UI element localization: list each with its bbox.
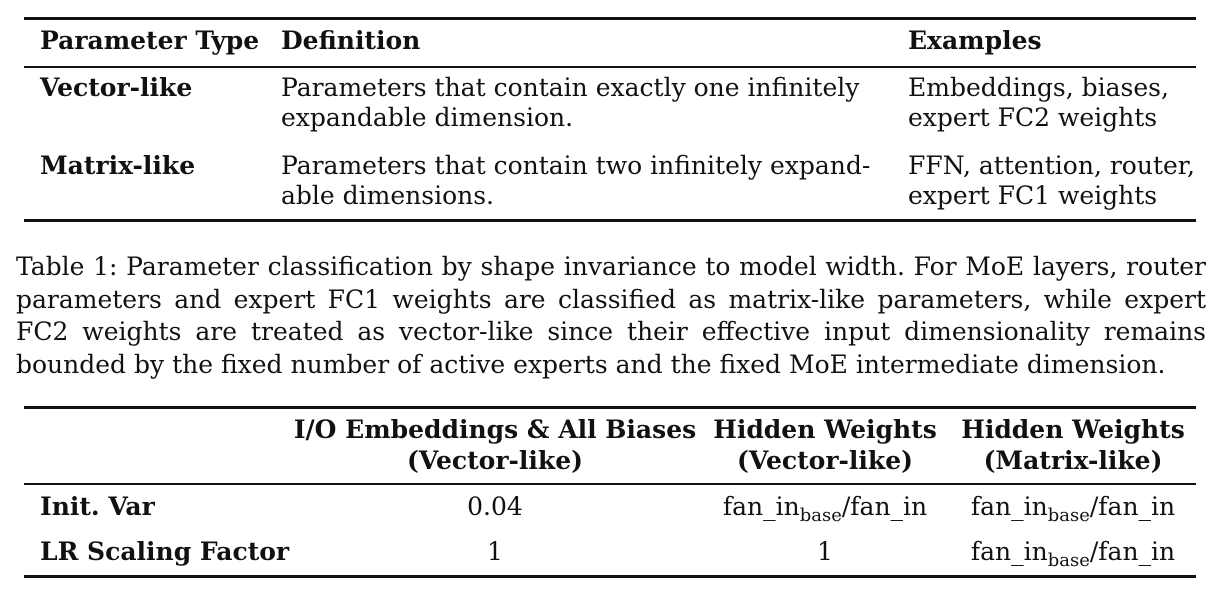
table1-row-definition: Parameters that contain two infinitely expand-	[281, 151, 871, 180]
table2-row-label: Init. Var	[40, 492, 155, 521]
table2-row-label: LR Scaling Factor	[40, 537, 290, 566]
table1-row-examples: expert FC1 weights	[908, 181, 1158, 210]
table2-header-rule	[24, 483, 1196, 485]
table2-header-hidden-matrix: Hidden Weights	[961, 415, 1185, 444]
table2-header-hidden-vector-sub: (Vector-like)	[737, 446, 913, 475]
table1-row-examples: expert FC2 weights	[908, 103, 1158, 132]
table1-row-type: Matrix-like	[40, 151, 196, 180]
table1-row-examples: Embeddings, biases,	[908, 73, 1169, 102]
caption-line: bounded by the fixed number of active experts and the fixed MoE intermediate dimension.	[16, 349, 1166, 379]
table1-header-type: Parameter Type	[40, 26, 260, 55]
table2-header-io-sub: (Vector-like)	[407, 446, 583, 475]
table2-cell-hidden-vector: 1	[817, 537, 833, 566]
table2-header-io: I/O Embeddings & All Biases	[293, 415, 697, 444]
fan-in-ratio-text: /fan_in	[1089, 492, 1176, 521]
table2-cell-io: 1	[487, 537, 503, 566]
table2-cell-hidden-vector	[710, 492, 940, 526]
fan-in-ratio-text: /fan_in	[841, 492, 928, 521]
table2-cell-io: 0.04	[467, 492, 523, 521]
table2-cell-hidden-matrix	[958, 537, 1188, 571]
fan-in-text: fan_in	[722, 492, 800, 521]
caption-line: Table 1: Parameter classification by shape invariance to model width. For MoE layers, router	[16, 252, 1206, 281]
table1-bottom-rule	[24, 219, 1196, 222]
table2-cell-hidden-matrix	[958, 492, 1188, 526]
caption-line: parameters and expert FC1 weights are classified as matrix-like parameters, while expert	[16, 284, 1206, 314]
base-subscript: base	[1047, 550, 1090, 571]
table1-row-type: Vector-like	[40, 73, 193, 102]
table2-header-hidden-vector: Hidden Weights	[713, 415, 937, 444]
table1-row-definition: expandable dimension.	[281, 103, 574, 132]
table1-top-rule	[24, 17, 1196, 20]
base-subscript: base	[799, 505, 842, 526]
table2-header-hidden-matrix-sub: (Matrix-like)	[983, 446, 1163, 475]
table1-caption	[16, 251, 1206, 381]
table1-row-definition: able dimensions.	[281, 181, 495, 210]
table1-row-definition: Parameters that contain exactly one infinitely	[281, 73, 860, 102]
fan-in-text: fan_in	[970, 492, 1048, 521]
table1-header-rule	[24, 66, 1196, 68]
caption-line: FC2 weights are treated as vector-like since their effective input dimensionality remains	[16, 317, 1206, 346]
table1-row-examples: FFN, attention, router,	[908, 151, 1195, 180]
fan-in-text: fan_in	[970, 537, 1048, 566]
table1-header-definition: Definition	[281, 26, 421, 55]
table2-bottom-rule	[24, 575, 1196, 578]
fan-in-ratio-text: /fan_in	[1089, 537, 1176, 566]
table1-header-examples: Examples	[908, 26, 1042, 55]
base-subscript: base	[1047, 505, 1090, 526]
table2-top-rule	[24, 406, 1196, 409]
